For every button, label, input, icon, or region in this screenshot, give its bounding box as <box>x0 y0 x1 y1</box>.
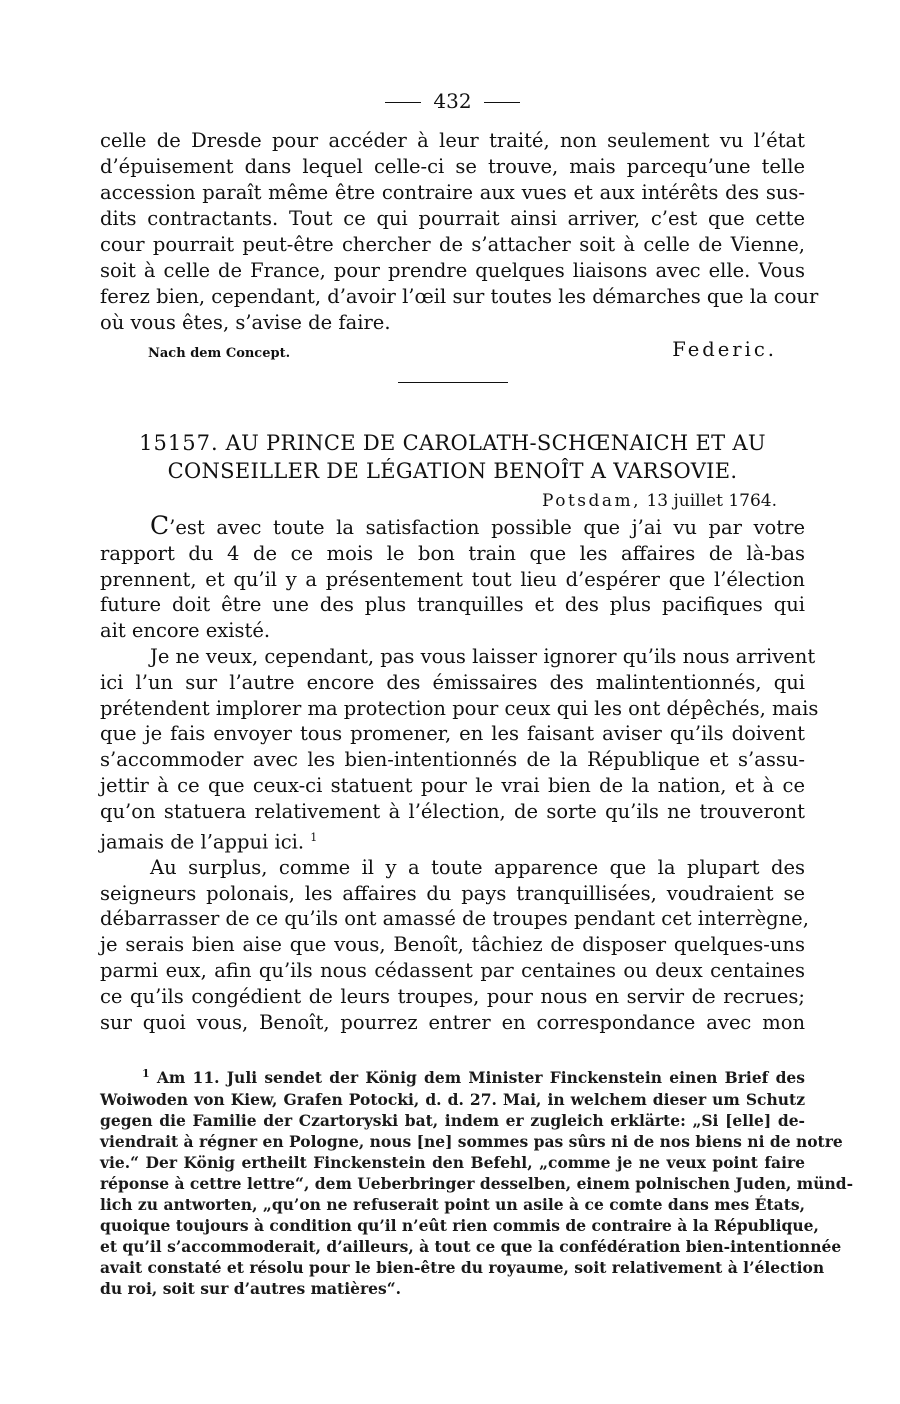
footnote-line: vie.“ Der König ertheilt Finckenstein den Befehl, „comme je ne veux point faire <box>100 1152 805 1172</box>
text-line: rapport du 4 de ce mois le bon train que les affaires de là-bas <box>100 541 805 565</box>
text-line: ici l’un sur l’autre encore des émissaires des malintentionnés, qui <box>100 670 805 694</box>
signature-row <box>100 338 805 368</box>
heading-line-1 <box>100 429 805 457</box>
text-line: jettir à ce que ceux-ci statuent pour le vrai bien de la nation, et à ce <box>100 773 805 797</box>
page-number-dash-right <box>484 102 520 103</box>
text-line: prennent, et qu’il y a présentement tout lieu d’espérer que l’élection <box>100 567 805 591</box>
footnote-reference[interactable]: 1 <box>310 830 318 844</box>
paragraph <box>100 644 819 855</box>
footnote-line <box>100 1063 805 1088</box>
text-line: s’accommoder avec les bien-intentionnés de la République et s’assu- <box>100 748 805 772</box>
text-line: prétendent implorer ma protection pour ceux qui les ont dépêchés, mais <box>100 696 819 720</box>
paragraph <box>100 855 809 1036</box>
drop-cap: C <box>150 511 170 540</box>
text-line: ferez bien, cependant, d’avoir l’œil sur toutes les démarches que la cour <box>100 285 819 308</box>
page-number-text: 432 <box>433 89 472 113</box>
text-line <box>100 825 805 855</box>
footnote-marker: 1 <box>142 1067 150 1081</box>
text-line: qu’on statuera relativement à l’élection, de sorte qu’ils ne trouveront <box>100 799 805 823</box>
footnote-line: lich zu antworten, „qu’on ne refuserait point un asile à ce comte dans mes États, <box>100 1194 805 1214</box>
place: Potsdam, <box>541 491 642 511</box>
text-line: future doit être une des plus tranquilles et des plus pacifiques qui <box>100 593 805 617</box>
text-line <box>100 513 805 541</box>
footnote-line: gegen die Familie der Czartoryski bat, indem er zugleich erklärte: „Si [elle] de- <box>100 1110 805 1130</box>
text-line: celle de Dresde pour accéder à leur traité, non seulement vu l’état <box>100 129 805 152</box>
letter-heading <box>100 429 805 485</box>
footnote-line-content: Am 11. Juli sendet der König dem Minister Finckenstein einen Brief des <box>156 1068 806 1088</box>
text-line: dits contractants. Tout ce qui pourrait ainsi arriver, c’est que cette <box>100 207 805 230</box>
text-line: accession paraît même être contraire aux vues et aux intérêts des sus- <box>100 181 805 204</box>
text-line: Au surplus, comme il y a toute apparence que la plupart des <box>150 855 805 879</box>
text-line: je serais bien aise que vous, Benoît, tâchiez de disposer quelques-uns <box>100 933 805 957</box>
section-divider <box>398 382 508 383</box>
footnote-line: viendrait à régner en Pologne, nous [ne] sommes pas sûrs ni de nos biens ni de notre <box>100 1131 843 1151</box>
page-number <box>100 88 805 114</box>
text-line: parmi eux, afin qu’ils nous cédassent par centaines ou deux centaines <box>100 959 805 983</box>
heading-line-2: CONSEILLER DE LÉGATION BENOÎT A VARSOVIE. <box>167 459 738 483</box>
text-line: où vous êtes, s’avise de faire. <box>100 311 391 334</box>
text-line: ce qu’ils congédient de leurs troupes, pour nous en servir de recrues; <box>100 984 805 1008</box>
footnote <box>100 1063 854 1298</box>
text-line: que je fais envoyer tous promener, en les faisant aviser qu’ils doivent <box>100 722 805 746</box>
heading-text-1: AU PRINCE DE CAROLATH-SCHŒNAICH ET AU <box>225 431 766 455</box>
letter-number: 15157. <box>139 431 219 455</box>
text-line: sur quoi vous, Benoît, pourrez entrer en correspondance avec mon <box>100 1010 805 1034</box>
document-page <box>100 88 854 1299</box>
text-line: débarrasser de ce qu’ils ont amassé de troupes pendant cet interrègne, <box>100 907 809 931</box>
text-line: Je ne veux, cependant, pas vous laisser ignorer qu’ils nous arrivent <box>150 644 816 668</box>
signature: Federic. <box>672 338 777 361</box>
source-note: Nach dem Concept. <box>148 346 291 361</box>
text-line: soit à celle de France, pour prendre quelques liaisons avec elle. Vous <box>100 259 805 282</box>
previous-letter-end <box>100 128 819 336</box>
text-line-content: ’est avec toute la satisfaction possible que j’ai vu par votre <box>169 516 805 539</box>
text-line-content: jamais de l’appui ici. <box>100 830 305 854</box>
paragraph <box>100 513 805 644</box>
page-number-dash-left <box>385 102 421 103</box>
text-line: seigneurs polonais, les affaires du pays tranquillisées, voudraient se <box>100 881 805 905</box>
text-line: cour pourrait peut-être chercher de s’attacher soit à celle de Vienne, <box>100 233 805 256</box>
footnote-line: du roi, soit sur d’autres matières“. <box>100 1278 402 1298</box>
footnote-line: Woiwoden von Kiew, Grafen Potocki, d. d. 27. Mai, in welchem dieser um Schutz <box>100 1089 805 1109</box>
date: 13 juillet 1764. <box>646 491 777 511</box>
place-date <box>100 489 777 513</box>
footnote-line: quoique toujours à condition qu’il n’eût rien commis de contraire à la République, <box>100 1215 819 1235</box>
text-line: ait encore existé. <box>100 619 271 643</box>
footnote-line: réponse à cettre lettre“, dem Ueberbringer desselben, einem polnischen Juden, münd- <box>100 1173 854 1193</box>
text-line: d’épuisement dans lequel celle-ci se trouve, mais parcequ’une telle <box>100 155 805 178</box>
footnote-line: et qu’il s’accommoderait, d’ailleurs, à tout ce que la confédération bien-intentionnée <box>100 1236 842 1256</box>
footnote-line: avait constaté et résolu pour le bien-être du royaume, soit relativement à l’élection <box>100 1257 825 1277</box>
